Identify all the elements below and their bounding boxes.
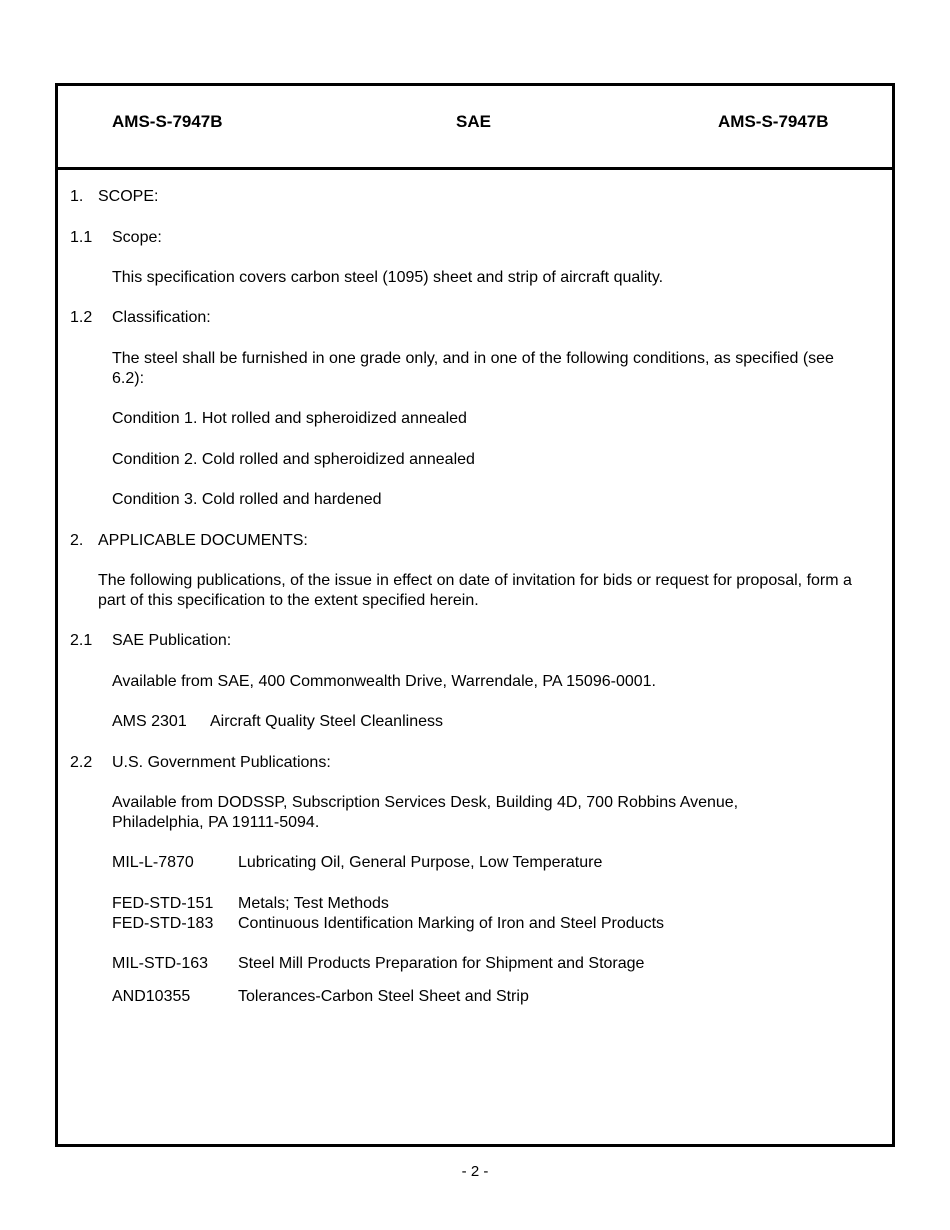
document-title: Steel Mill Products Preparation for Shipment and Storage	[238, 955, 645, 972]
scope-paragraph: This specification covers carbon steel (1095) sheet and strip of aircraft quality.	[112, 269, 664, 286]
section-title-applicable-documents: APPLICABLE DOCUMENTS:	[98, 532, 308, 549]
document-title: Lubricating Oil, General Purpose, Low Temperature	[238, 854, 603, 871]
subsection-title-classification: Classification:	[112, 309, 211, 326]
document-title: Tolerances-Carbon Steel Sheet and Strip	[238, 988, 529, 1005]
section-number: 2.1	[70, 632, 93, 649]
document-code: AMS 2301	[112, 713, 187, 730]
document-title: Aircraft Quality Steel Cleanliness	[210, 713, 443, 730]
section-number: 1.1	[70, 229, 93, 246]
document-code: MIL-STD-163	[112, 955, 209, 972]
sae-availability-paragraph: Available from SAE, 400 Commonwealth Drive, Warrendale, PA 15096-0001.	[112, 673, 656, 690]
section-title-scope: SCOPE:	[98, 188, 159, 205]
document-code: FED-STD-183	[112, 915, 214, 932]
page-number: - 2 -	[461, 1163, 489, 1180]
page-header	[58, 86, 892, 170]
section-number: 1.2	[70, 309, 93, 326]
header-doc-code-right: AMS-S-7947B	[718, 112, 829, 131]
condition-item: Condition 1. Hot rolled and spheroidized annealed	[112, 410, 467, 427]
document-code: AND10355	[112, 988, 191, 1005]
document-title: Continuous Identification Marking of Iron and Steel Products	[238, 915, 665, 932]
section-number: 1.	[70, 188, 84, 205]
header-doc-code-left: AMS-S-7947B	[112, 112, 223, 131]
condition-item: Condition 3. Cold rolled and hardened	[112, 491, 382, 508]
section-number: 2.	[70, 532, 84, 549]
condition-item: Condition 2. Cold rolled and spheroidized annealed	[112, 451, 475, 468]
document-code: MIL-L-7870	[112, 854, 194, 871]
document-title: Metals; Test Methods	[238, 895, 389, 912]
subsection-title-scope: Scope:	[112, 229, 162, 246]
section-number: 2.2	[70, 754, 93, 771]
dodssp-availability-paragraph: Available from DODSSP, Subscription Services Desk, Building 4D, 700 Robbins Avenue, Philadelphia, PA 19111-5094.	[112, 794, 739, 831]
header-org: SAE	[456, 112, 491, 131]
subsection-title-sae-publication: SAE Publication:	[112, 632, 232, 649]
document-code: FED-STD-151	[112, 895, 214, 912]
applicable-documents-paragraph: The following publications, of the issue in effect on date of invitation for bids or request for proposal, form a part of this specification to the extent specified herein.	[98, 572, 852, 609]
classification-paragraph: The steel shall be furnished in one grade only, and in one of the following conditions, as specified (see 6.2):	[112, 350, 834, 387]
subsection-title-government-publications: U.S. Government Publications:	[112, 754, 331, 771]
